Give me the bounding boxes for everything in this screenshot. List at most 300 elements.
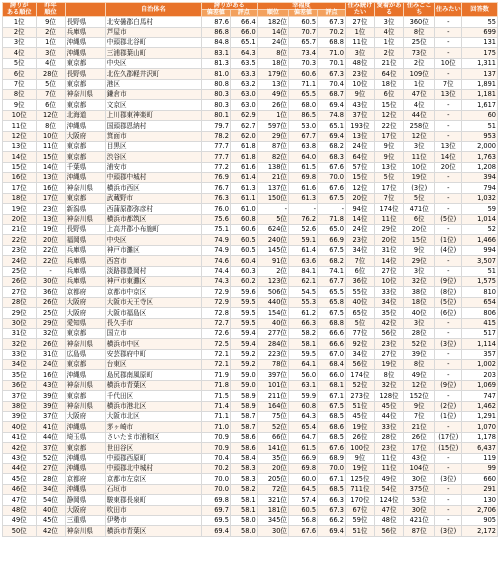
cell-rank: 30位 [3,318,37,328]
cell-pride-score: 63.0 [230,100,257,110]
cell-muni: 横浜市港北区 [105,401,201,411]
cell-love: 2位 [375,48,404,58]
cell-prev: 3位 [36,48,65,58]
cell-prev: 22位 [36,245,65,255]
cell-live: 94位 [345,204,374,214]
cell-live: 26位 [345,432,374,442]
cell-love: 34位 [375,297,404,307]
cell-happy-score: 68.5 [318,432,346,442]
cell-happy-score: 70.2 [318,27,346,37]
cell-pride-rate: 71.4 [201,401,230,411]
cell-muni: 中頭郡北谷町 [105,37,201,47]
cell-muni: 武蔵野市 [105,193,201,203]
cell-pride-rate: 70.9 [201,443,230,453]
cell-love: 14位 [375,256,404,266]
cell-pref: 大阪府 [65,505,105,515]
cell-pride-rate: 77.2 [201,162,230,172]
cell-prev: 40位 [36,505,65,515]
cell-stay: (15位) [435,443,462,453]
cell-pride-score: 58.6 [230,432,257,442]
cell-prev: 16位 [36,370,65,380]
cell-comfort: 32位 [404,276,435,286]
cell-count: 3,507 [462,256,498,266]
cell-count: 806 [462,308,498,318]
cell-happy-rate: 68.0 [289,100,318,110]
cell-happy-score: 67.0 [318,349,346,359]
table-row [3,69,498,79]
cell-happy-rate: 64.3 [289,412,318,422]
cell-comfort: 1位 [404,79,435,89]
cell-happy-rate: 84.1 [289,266,318,276]
cell-live: 64位 [345,152,374,162]
cell-happy-rank: 277位 [257,328,288,338]
cell-love: 27位 [375,349,404,359]
cell-pride-rate: 78.2 [201,131,230,141]
cell-rank: 44位 [3,464,37,474]
cell-stay: - [435,453,462,463]
cell-happy-score: 70.0 [318,464,346,474]
table-row [3,422,498,432]
cell-rank: 20位 [3,214,37,224]
cell-happy-rate: 61.5 [289,443,318,453]
cell-comfort: 10位 [404,162,435,172]
cell-comfort: 6位 [404,214,435,224]
cell-prev: 34位 [36,484,65,494]
cell-muni: さいたま市浦和区 [105,432,201,442]
cell-prev: 41位 [36,422,65,432]
cell-muni: 中央区 [105,58,201,68]
cell-rank: 41位 [3,432,37,442]
cell-happy-rank: 182位 [257,17,288,27]
cell-pref: 兵庫県 [65,27,105,37]
cell-happy-rank: 506位 [257,287,288,297]
cell-happy-score: 67.6 [318,162,346,172]
cell-love: 56位 [375,328,404,338]
cell-pride-rate: 72.1 [201,360,230,370]
cell-pref: 沖縄県 [65,121,105,131]
cell-happy-rank: 18位 [257,58,288,68]
cell-happy-rate: 69.8 [289,464,318,474]
cell-prev: 1位 [36,37,65,47]
cell-muni: 浦安市 [105,162,201,172]
cell-happy-score: 66.6 [318,339,346,349]
cell-happy-rank: 91位 [257,256,288,266]
cell-pride-rate: 69.5 [201,515,230,525]
header-happy-rate: 偏差値 [289,10,318,17]
cell-stay: 20位 [435,162,462,172]
cell-stay: - [435,173,462,183]
cell-muni: 横浜市西区 [105,183,201,193]
cell-happy-rank: 101位 [257,380,288,390]
cell-stay: (1位) [435,412,462,422]
cell-rank: 35位 [3,370,37,380]
cell-stay: - [435,422,462,432]
cell-pride-rate: 74.9 [201,245,230,255]
cell-muni: 港区 [105,79,201,89]
cell-pref: 大阪府 [65,308,105,318]
cell-love: 64位 [375,69,404,79]
cell-live: 125位 [345,474,374,484]
cell-stay: (9位) [435,380,462,390]
header-pride-rate: 偏差値 [201,10,230,17]
cell-pride-rate: 80.3 [201,89,230,99]
cell-comfort: 19位 [404,173,435,183]
cell-rank: 43位 [3,453,37,463]
cell-count: 52 [462,225,498,235]
cell-muni: 三浦郡葉山町 [105,48,201,58]
table-row [3,100,498,110]
cell-happy-rate: 58.2 [289,328,318,338]
cell-pride-score: 60.5 [230,235,257,245]
cell-live: 40位 [345,297,374,307]
cell-pride-score: 59.4 [230,328,257,338]
cell-pride-rate: 71.9 [201,370,230,380]
cell-pride-score: 61.6 [230,162,257,172]
cell-happy-rank: 141位 [257,443,288,453]
cell-pride-score: 61.3 [230,183,257,193]
cell-pref: 静岡県 [65,495,105,505]
cell-love: 6位 [375,89,404,99]
cell-count: 99 [462,464,498,474]
cell-stay: - [435,204,462,214]
cell-live: 9位 [345,453,374,463]
cell-count: 1,002 [462,360,498,370]
cell-count: 1,763 [462,152,498,162]
cell-stay: - [435,515,462,525]
cell-happy-rate: 59.9 [289,391,318,401]
header-pride-score: 評点 [230,10,257,17]
cell-pride-rate: 80.3 [201,100,230,110]
cell-love: 48位 [375,515,404,525]
cell-love: 33位 [375,422,404,432]
cell-pref: 大阪府 [65,412,105,422]
cell-pref: 沖縄県 [65,464,105,474]
cell-count: 1,069 [462,380,498,390]
cell-prev: 37位 [36,443,65,453]
cell-prev: 36位 [36,287,65,297]
cell-love: 35位 [375,308,404,318]
cell-live: 174位 [345,370,374,380]
cell-rank: 32位 [3,339,37,349]
cell-pref: 千葉県 [65,162,105,172]
header-row [3,3,498,10]
cell-happy-score: 74.1 [318,266,346,276]
cell-count: 415 [462,318,498,328]
cell-happy-rank: 21位 [257,173,288,183]
cell-pref: 兵庫県 [65,245,105,255]
cell-pref: 沖縄県 [65,173,105,183]
cell-love: 29位 [375,225,404,235]
cell-pride-rate: 70.4 [201,453,230,463]
cell-happy-rate: 60.5 [289,505,318,515]
cell-prev: 14位 [36,162,65,172]
cell-prev: 26位 [36,339,65,349]
cell-stay: (3位) [435,339,462,349]
cell-pref: 大阪府 [65,297,105,307]
cell-comfort: 87位 [404,526,435,536]
cell-live: 273位 [345,391,374,401]
cell-happy-score: 68.2 [318,141,346,151]
cell-happy-rank: 211位 [257,391,288,401]
cell-stay: - [435,464,462,474]
cell-happy-rate: 66.9 [289,453,318,463]
cell-pride-score: 58.0 [230,515,257,525]
cell-happy-score: 71.0 [318,48,346,58]
cell-prev: 22位 [36,256,65,266]
cell-pride-score: 63.3 [230,69,257,79]
cell-pref: 沖縄県 [65,422,105,432]
cell-count: 905 [462,515,498,525]
cell-prev: 4位 [36,58,65,68]
cell-comfort: 15位 [404,235,435,245]
cell-muni: 渋谷区 [105,152,201,162]
cell-muni: 長久手市 [105,318,201,328]
cell-comfort: 9位 [404,245,435,255]
cell-rank: 10位 [3,110,37,120]
cell-rank: 14位 [3,152,37,162]
cell-live: 27位 [345,17,374,27]
cell-comfort: 43位 [404,453,435,463]
cell-stay: 13位 [435,141,462,151]
cell-happy-score: 67.6 [318,183,346,193]
cell-happy-rank: 1位 [257,110,288,120]
cell-stay: - [435,360,462,370]
cell-love: 28位 [375,432,404,442]
cell-rank: 2位 [3,27,37,37]
cell-happy-rate: 65.7 [289,37,318,47]
cell-prev: 37位 [36,412,65,422]
cell-pride-rate: 76.3 [201,193,230,203]
cell-happy-rank: 123位 [257,276,288,286]
cell-stay: (5位) [435,297,462,307]
table-row [3,515,498,525]
cell-rank: 5位 [3,58,37,68]
table-row [3,79,498,89]
cell-pride-score: 66.4 [230,17,257,27]
cell-pref: 長野県 [65,69,105,79]
cell-stay: (5位) [435,214,462,224]
cell-stay: - [435,110,462,120]
cell-count: 1,114 [462,339,498,349]
cell-muni: 中頭郡西原町 [105,453,201,463]
cell-pride-rate: 75.1 [201,225,230,235]
cell-love: 1位 [375,37,404,47]
cell-happy-rank: 440位 [257,297,288,307]
cell-pride-rate: 74.6 [201,256,230,266]
cell-love: 54位 [375,484,404,494]
table-row [3,276,498,286]
cell-live: 23位 [345,69,374,79]
cell-stay: (3位) [435,474,462,484]
cell-prev: 26位 [36,297,65,307]
cell-love: 128位 [375,391,404,401]
cell-happy-score: 71.8 [318,214,346,224]
cell-live: 59位 [345,515,374,525]
cell-happy-rank: 66位 [257,432,288,442]
cell-prev: 29位 [36,318,65,328]
cell-pref: 神奈川県 [65,526,105,536]
cell-happy-score: 67.1 [318,391,346,401]
cell-pride-rate: 80.8 [201,79,230,89]
cell-count: 1,014 [462,214,498,224]
cell-happy-rank: 75位 [257,412,288,422]
cell-rank: 45位 [3,474,37,484]
cell-pref: 三重県 [65,515,105,525]
cell-comfort: 30位 [404,474,435,484]
cell-happy-score: 69.4 [318,131,346,141]
cell-love: 44位 [375,412,404,422]
cell-comfort: 471位 [404,204,435,214]
cell-pref: 東京都 [65,100,105,110]
table-row [3,266,498,276]
cell-stay: - [435,27,462,37]
cell-happy-rank: 150位 [257,193,288,203]
cell-love: 17位 [375,131,404,141]
cell-pride-rate: 70.9 [201,432,230,442]
cell-rank: 21位 [3,225,37,235]
cell-pride-rate: 74.3 [201,276,230,286]
cell-count: 175 [462,48,498,58]
table-row [3,110,498,120]
table-row [3,204,498,214]
cell-happy-rank: 72位 [257,484,288,494]
cell-muni: 文京区 [105,100,201,110]
cell-pride-rate: 71.5 [201,391,230,401]
cell-stay: - [435,505,462,515]
cell-count: 810 [462,287,498,297]
cell-live: 12位 [345,183,374,193]
cell-live: 37位 [345,110,374,120]
cell-prev: 9位 [36,17,65,27]
cell-happy-score: 68.1 [318,380,346,390]
table-row [3,256,498,266]
cell-comfort: 375位 [404,484,435,494]
cell-happy-score: 67.5 [318,193,346,203]
cell-rank: 17位 [3,183,37,193]
cell-pride-rate: 70.0 [201,484,230,494]
table-row [3,245,498,255]
cell-happy-score: 68.4 [318,360,346,370]
cell-pref: 東京都 [65,391,105,401]
cell-prev: 28位 [36,474,65,484]
cell-count: 130 [462,495,498,505]
cell-muni: 北佐久郡軽井沢町 [105,69,201,79]
cell-pride-rate: 71.0 [201,422,230,432]
cell-count: 699 [462,27,498,37]
cell-count: 1,181 [462,89,498,99]
cell-count: 1,617 [462,100,498,110]
cell-happy-score: 68.2 [318,256,346,266]
cell-muni: 千代田区 [105,391,201,401]
cell-happy-rank: 397位 [257,370,288,380]
cell-happy-rank: 223位 [257,349,288,359]
cell-happy-rank: 164位 [257,401,288,411]
cell-rank: 22位 [3,235,37,245]
cell-stay: - [435,266,462,276]
cell-stay: - [435,37,462,47]
cell-rank: 50位 [3,526,37,536]
cell-stay: - [435,349,462,359]
cell-happy-rate: 70.3 [289,58,318,68]
cell-count: 994 [462,245,498,255]
cell-count: 1,070 [462,422,498,432]
cell-live: 193位 [345,121,374,131]
cell-happy-score: 67.5 [318,245,346,255]
cell-muni: 目黒区 [105,141,201,151]
cell-comfort: 47位 [404,89,435,99]
cell-muni: 上川郡東神楽町 [105,110,201,120]
cell-prev: 32位 [36,328,65,338]
cell-love: 8位 [375,370,404,380]
cell-count: 51 [462,266,498,276]
cell-happy-score: 66.6 [318,328,346,338]
cell-happy-score: 67.3 [318,69,346,79]
cell-count: 517 [462,328,498,338]
cell-happy-rank: 35位 [257,453,288,463]
cell-prev: 12位 [36,110,65,120]
cell-muni: 大阪市北区 [105,412,201,422]
cell-love: 45位 [375,401,404,411]
cell-rank: 16位 [3,173,37,183]
cell-happy-rate: 64.0 [289,152,318,162]
cell-muni: 駿東郡長泉町 [105,495,201,505]
cell-pref: 東京都 [65,360,105,370]
cell-pride-score: 59.4 [230,339,257,349]
cell-happy-rank: 240位 [257,235,288,245]
cell-prev: 39位 [36,391,65,401]
header-pref [65,3,105,17]
cell-happy-rate: 60.0 [289,474,318,484]
cell-pride-rate: 72.1 [201,349,230,359]
header-n: 回答数 [462,3,498,17]
cell-prev: 17位 [36,193,65,203]
cell-pref: 新潟県 [65,204,105,214]
cell-pride-score: 58.6 [230,443,257,453]
cell-comfort: 49位 [404,370,435,380]
cell-happy-rate: 60.6 [289,69,318,79]
cell-comfort: 3位 [404,318,435,328]
cell-pride-rate: 70.2 [201,464,230,474]
cell-happy-score: 67.5 [318,401,346,411]
cell-comfort: 11位 [404,152,435,162]
cell-comfort: 30位 [404,505,435,515]
cell-pref: 福岡県 [65,235,105,245]
cell-pride-score: 61.1 [230,193,257,203]
cell-prev: 10位 [36,131,65,141]
cell-pride-rate: 80.1 [201,110,230,120]
table-row [3,173,498,183]
cell-prev: 44位 [36,432,65,442]
cell-prev: 23位 [36,204,65,214]
cell-pref: 沖縄県 [65,370,105,380]
cell-happy-rank: 284位 [257,339,288,349]
cell-pride-score: 61.8 [230,141,257,151]
table-row [3,505,498,515]
cell-rank: 24位 [3,256,37,266]
cell-muni: 茅ヶ崎市 [105,422,201,432]
cell-count: 394 [462,173,498,183]
cell-count: 1,462 [462,401,498,411]
cell-pride-score: 60.8 [230,214,257,224]
cell-comfort: 21位 [404,422,435,432]
cell-love: 10位 [375,276,404,286]
cell-pref: 兵庫県 [65,256,105,266]
cell-pref: 神奈川県 [65,89,105,99]
cell-happy-score: 65.0 [318,225,346,235]
cell-pride-rate: 74.4 [201,266,230,276]
table-row [3,297,498,307]
cell-happy-score: 70.4 [318,79,346,89]
